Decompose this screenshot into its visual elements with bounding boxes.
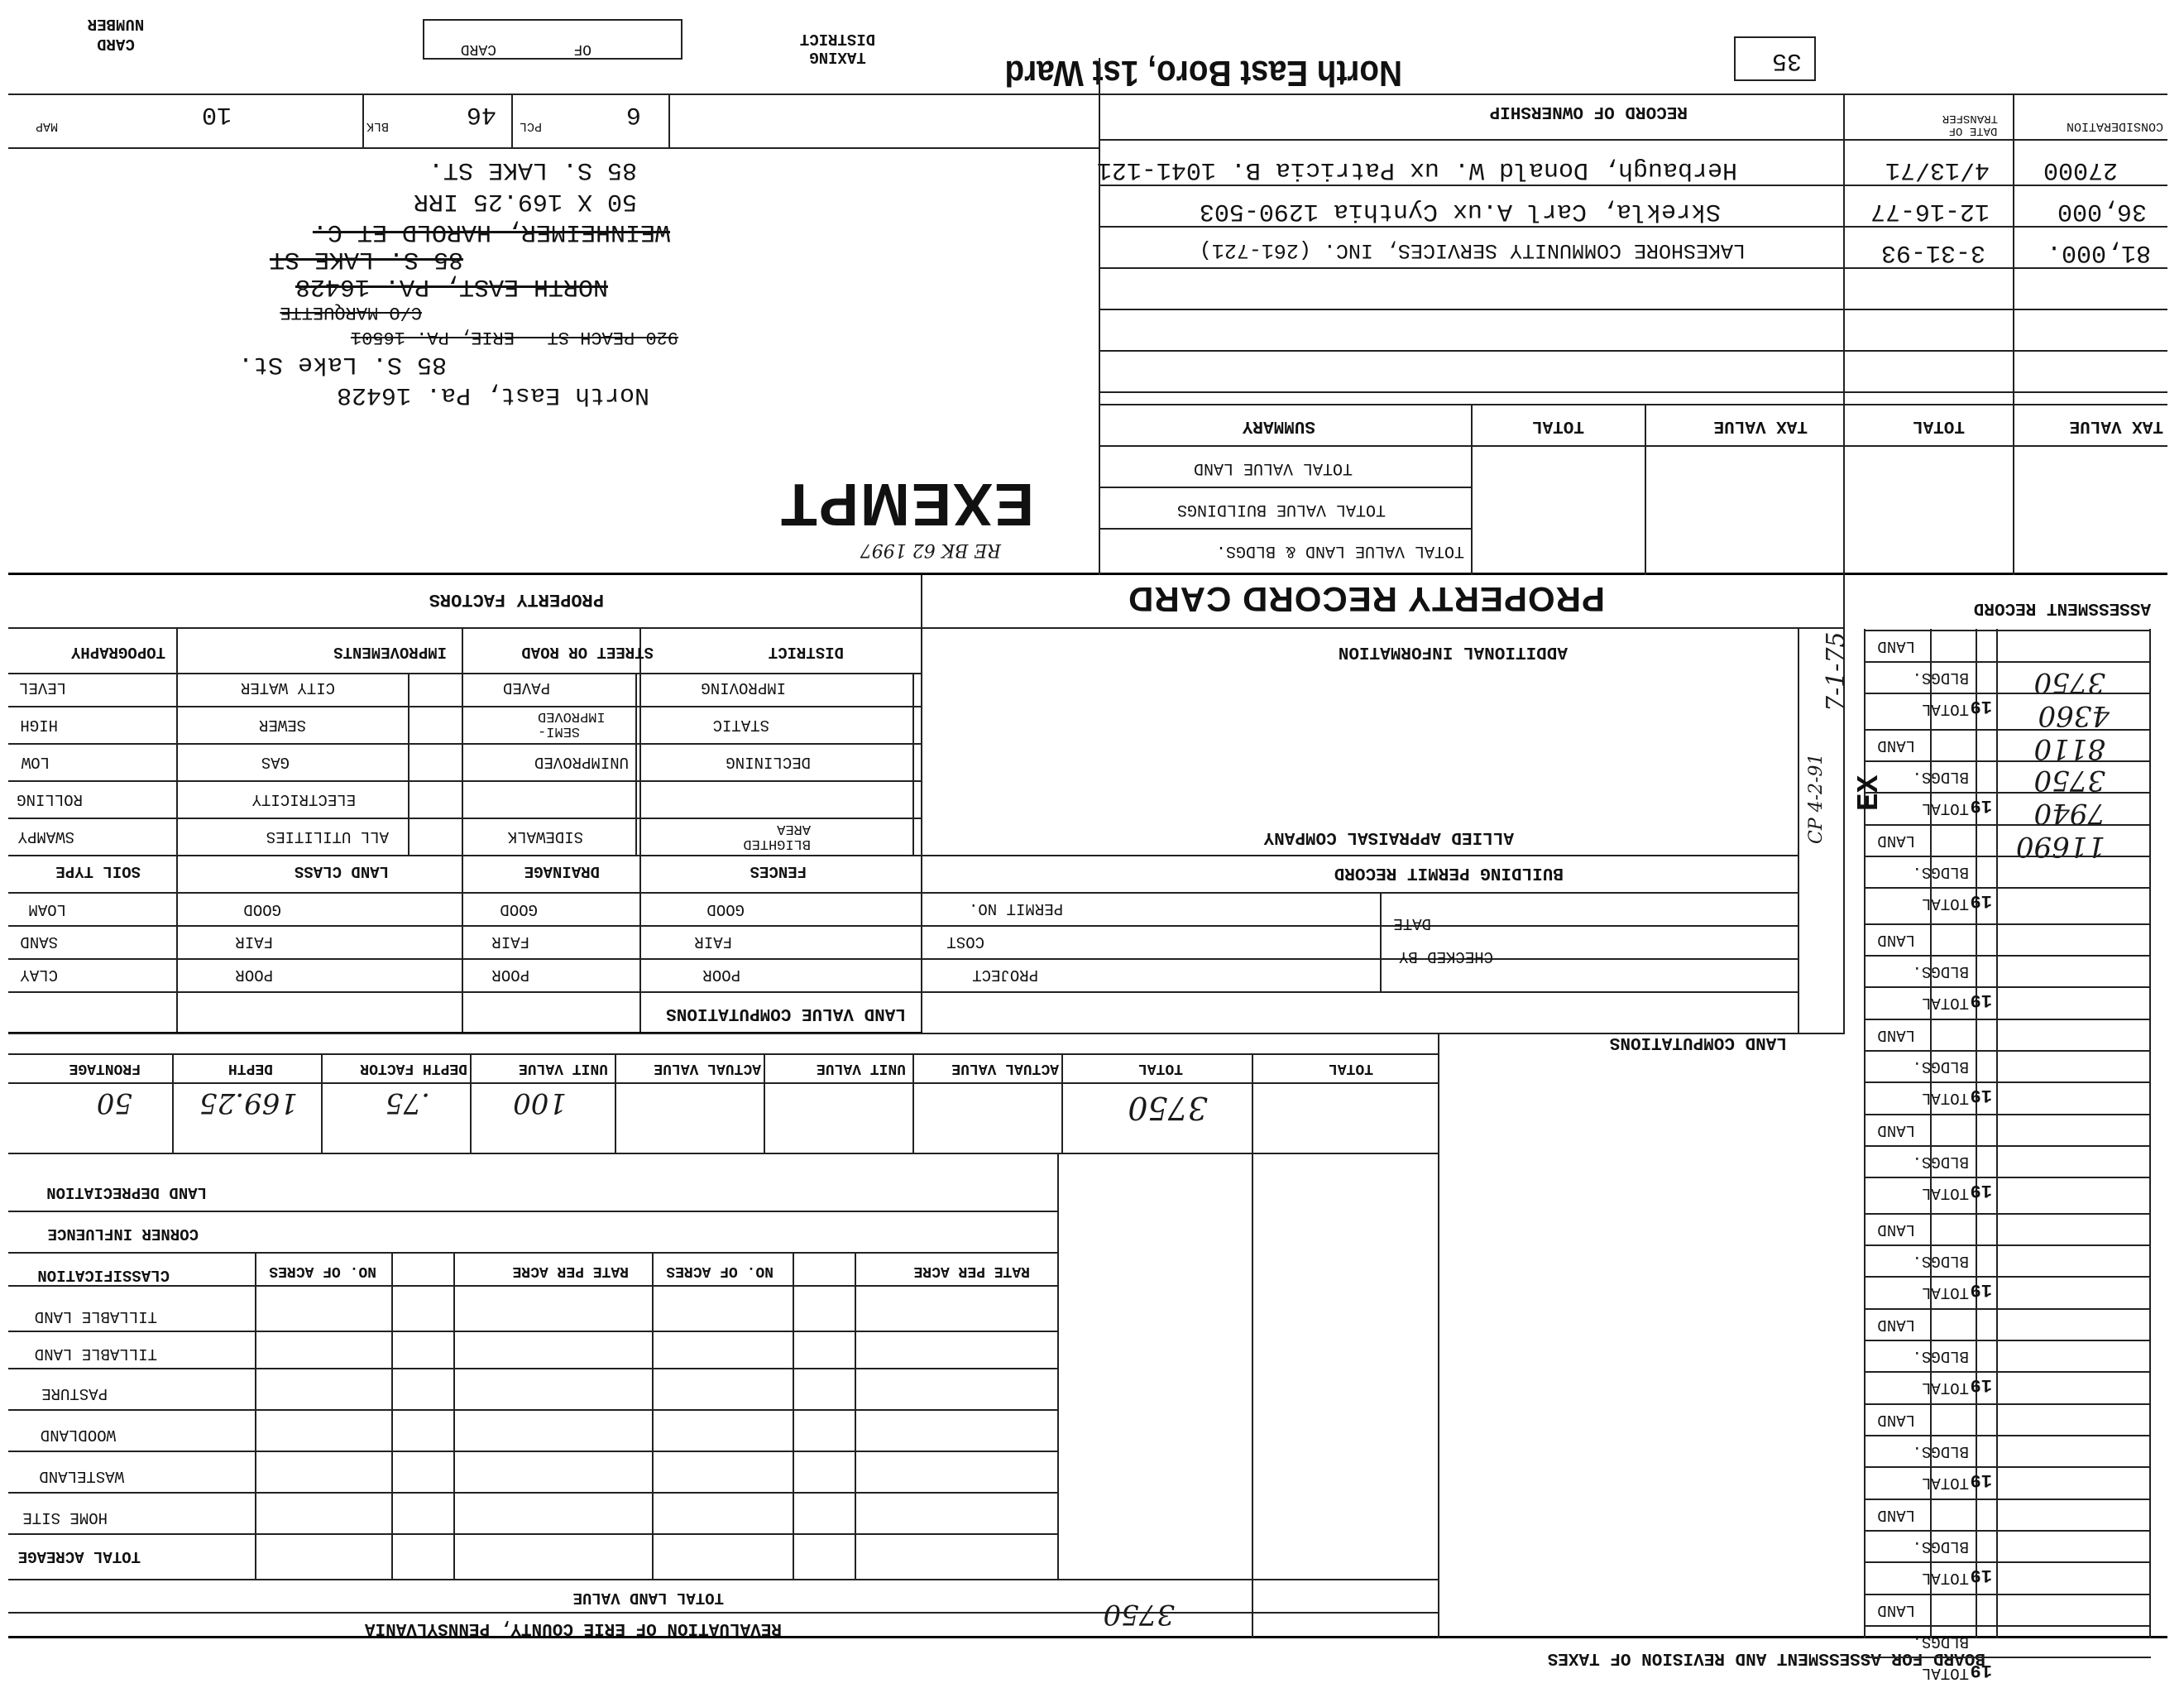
summary-total-label: TOTAL: [1531, 416, 1584, 435]
permit-cost-label: COST: [946, 933, 984, 951]
land-depreciation-label: LAND DEPRECIATION: [46, 1183, 207, 1201]
blk-label: BLK: [366, 119, 389, 133]
fences-label: FENCES: [750, 862, 807, 880]
map-label: MAP: [35, 119, 58, 133]
summary-tax-value-label: TAX VALUE: [1713, 416, 1808, 435]
address-line-2: 50 X 169.25 IRR: [413, 187, 637, 215]
col-unit-value-2: UNIT VALUE: [816, 1060, 906, 1077]
assessment-row-line: [1866, 1145, 2151, 1147]
assessment-label-bldgs: BLDGS.: [1912, 1252, 1969, 1270]
assessment-label-total: TOTAL: [1921, 1184, 1969, 1202]
impr-gas: GAS: [261, 753, 290, 771]
impr-sewer: SEWER: [258, 716, 306, 734]
assessment-row-line: [1866, 661, 2151, 663]
assessment-year-prefix: 19: [1970, 795, 1992, 816]
assessment-row-line: [1866, 1081, 2151, 1083]
district-improving: IMPROVING: [701, 679, 786, 697]
soil-clay: CLAY: [20, 966, 58, 984]
impr-city-water: CITY WATER: [240, 679, 335, 697]
street-unimproved: UNIMPROVED: [534, 753, 629, 771]
assessment-label-total: TOTAL: [1921, 994, 1969, 1012]
assessment-label-total: TOTAL: [1921, 1379, 1969, 1397]
assessment-year-prefix: 19: [1970, 1565, 1992, 1585]
corner-influence-label: CORNER INFLUENCE: [47, 1225, 199, 1243]
col-unit-value-1: UNIT VALUE: [518, 1060, 608, 1077]
consideration-label: CONSIDERATION: [2066, 119, 2163, 133]
assessment-year-prefix: 19: [1970, 1279, 1992, 1300]
assessment-label-land: LAND: [1877, 1121, 1915, 1139]
class-woodland: WOODLAND: [40, 1426, 116, 1444]
row-depth-factor-value: .75: [385, 1086, 430, 1120]
assessment-row-line: [1866, 1308, 2151, 1310]
topo-level: LEVEL: [18, 679, 66, 697]
assessment-row-line: [1866, 1625, 2151, 1627]
assessment-row-line: [1866, 792, 2151, 794]
assessment-label-bldgs: BLDGS.: [1912, 1347, 1969, 1365]
assess-side-note-1: 7-1-75: [1822, 631, 1851, 712]
assess-land-2: 3750: [2033, 764, 2105, 797]
street-semi-improved: SEMI-IMPROVED: [538, 708, 606, 739]
assessment-row-line: [1866, 955, 2151, 957]
assessment-row-line: [1866, 1499, 2151, 1500]
col-depth-factor: DEPTH FACTOR: [360, 1060, 467, 1077]
district-label: DISTRICT: [768, 643, 844, 661]
assessment-label-land: LAND: [1877, 1026, 1915, 1044]
assessment-label-bldgs: BLDGS.: [1912, 669, 1969, 687]
class-pasture: PASTURE: [41, 1384, 108, 1403]
pcl-label: PCL: [519, 119, 542, 133]
assessment-year-prefix: 19: [1970, 1180, 1992, 1201]
assess-bldgs-2: 7940: [2033, 797, 2105, 830]
assessment-label-total: TOTAL: [1921, 1283, 1969, 1302]
assessment-year-prefix: 19: [1970, 990, 1992, 1010]
assessment-row-line: [1866, 887, 2151, 889]
class-home-site: HOME SITE: [22, 1508, 108, 1527]
assessment-label-bldgs: BLDGS.: [1912, 768, 1969, 786]
exempt-stamp: EXEMPT: [778, 471, 1034, 537]
summary-title: SUMMARY: [1242, 416, 1315, 435]
card-number-label: CARD NUMBER: [87, 15, 145, 53]
assess-land-1: 3750: [2033, 666, 2105, 699]
assessment-title: ASSESSMENT RECORD: [1973, 598, 2151, 617]
assessment-label-bldgs: BLDGS.: [1912, 863, 1969, 881]
assessment-row-line: [1866, 630, 2151, 631]
land-value-title: LAND VALUE COMPUTATIONS: [666, 1004, 906, 1023]
county-title: REVALUATION OF ERIE COUNTY, PENNSYLVANIA: [364, 1618, 782, 1638]
owner-row-1-date: 4/13/71: [1885, 156, 1990, 184]
assessment-row-line: [1866, 760, 2151, 762]
land-class-label: LAND CLASS: [294, 862, 389, 880]
topo-low: LOW: [21, 753, 50, 771]
col-frontage: FRONTAGE: [69, 1060, 141, 1077]
assessment-row-line: [1866, 1435, 2151, 1436]
class-total-acreage: TOTAL ACREAGE: [17, 1547, 141, 1566]
assessment-row-line: [1866, 1019, 2151, 1020]
street-label: STREET OR ROAD: [521, 643, 654, 661]
blk-value: 46: [466, 100, 496, 128]
assessment-label-bldgs: BLDGS.: [1912, 1153, 1969, 1171]
assessment-label-land: LAND: [1877, 1601, 1915, 1619]
summary-row-land: TOTAL VALUE LAND: [1193, 458, 1353, 477]
assessment-label-land: LAND: [1877, 1316, 1915, 1334]
permit-checked-by-label: CHECKED BY: [1398, 947, 1493, 966]
assessment-row-line: [1866, 1340, 2151, 1341]
soil-type-label: SOIL TYPE: [55, 862, 141, 880]
soil-sand: SAND: [20, 933, 58, 951]
total-land-value-label: TOTAL LAND VALUE: [572, 1589, 724, 1607]
allied-appraisal-company: ALLIED APPRAISAL COMPANY: [1263, 827, 1514, 846]
total-land-value: 3750: [1103, 1598, 1175, 1631]
assessment-row-line: [1866, 1244, 2151, 1246]
district-declining: DECLINING: [726, 753, 811, 771]
summary-row-land-bldgs: TOTAL VALUE LAND & BLDGS.: [1215, 541, 1464, 560]
col-actual-value-1: ACTUAL VALUE: [654, 1060, 761, 1077]
land-class-poor: POOR: [235, 966, 273, 984]
row-unit-value: 100: [513, 1086, 567, 1120]
no-of-acres-label-1: NO. OF ACRES: [269, 1263, 376, 1279]
assessment-label-total: TOTAL: [1921, 1474, 1969, 1492]
owner-row-1-name: Herbaugh, Donald W. ux Patricia B. 1041-121: [1096, 156, 1737, 184]
assessment-year-prefix: 19: [1970, 1374, 1992, 1395]
assessment-label-total: TOTAL: [1921, 894, 1969, 913]
struck-line-1: WEINHEIMER, HAROLD ET C.: [312, 218, 670, 246]
assessment-row-line: [1866, 1213, 2151, 1215]
assessment-label-total: TOTAL: [1921, 1569, 1969, 1587]
soil-loam: LOAM: [28, 900, 66, 918]
assessment-label-land: LAND: [1877, 1411, 1915, 1429]
assessment-label-total: TOTAL: [1921, 1089, 1969, 1107]
summary-total-label-2: TOTAL: [1912, 416, 1965, 435]
drainage-poor: POOR: [491, 966, 529, 984]
card-label: CARD: [460, 41, 496, 57]
exempt-stamp-note: RE BK 62 1997: [860, 539, 1001, 560]
street-paved: PAVED: [502, 679, 550, 697]
assessment-label-bldgs: BLDGS.: [1912, 1442, 1969, 1460]
assessment-row-line: [1866, 1114, 2151, 1115]
rate-per-acre-label-2: RATE PER ACRE: [913, 1263, 1030, 1279]
assessment-row-line: [1866, 824, 2151, 826]
assessment-row-line: [1866, 1594, 2151, 1595]
pcl-value: 6: [625, 100, 641, 128]
permit-no-label: PERMIT NO.: [968, 899, 1063, 918]
assess-bldgs-1: 4360: [2038, 699, 2110, 732]
impr-all-utilities: ALL UTILITIES: [266, 827, 389, 846]
land-class-fair: FAIR: [235, 933, 273, 951]
assessment-year-prefix: 19: [1970, 1660, 1992, 1681]
taxing-district-value: North East Boro, 1st Ward: [1004, 53, 1402, 94]
row-frontage-value: 50: [96, 1086, 132, 1120]
assessment-label-land: LAND: [1877, 931, 1915, 949]
row-total-value: 3750: [1128, 1090, 1208, 1126]
assessment-row-line: [1866, 986, 2151, 988]
assessment-row-line: [1866, 1276, 2151, 1278]
rate-per-acre-label-1: RATE PER ACRE: [512, 1263, 629, 1279]
assessment-label-bldgs: BLDGS.: [1912, 1057, 1969, 1076]
map-value: 10: [201, 100, 232, 128]
owner-row-3-name: LAKESHORE COMMUNITY SERVICES, INC. (261-721): [1199, 238, 1746, 262]
drainage-label: DRAINAGE: [524, 862, 600, 880]
improvements-label: IMPROVEMENTS: [333, 643, 447, 661]
district-static: STATIC: [712, 716, 769, 734]
district-code: 35: [1771, 46, 1802, 74]
assess-total-1: 8110: [2033, 732, 2105, 765]
street-sidewalk: SIDEWALK: [507, 827, 583, 846]
owner-row-3-date: 3-31-93: [1880, 238, 1985, 266]
class-tillable-2: TILLABLE LAND: [34, 1345, 157, 1363]
assessment-row-line: [1866, 1530, 2151, 1532]
assessment-label-total: TOTAL: [1921, 700, 1969, 718]
assessment-label-total: TOTAL: [1921, 799, 1969, 818]
date-of-transfer-label: DATE OF TRANSFER: [1942, 112, 1998, 137]
land-computations-label: LAND COMPUTATIONS: [1609, 1033, 1787, 1052]
current-address-line-1: 85 S. Lake St.: [237, 350, 447, 378]
impr-electricity: ELECTRICITY: [251, 790, 356, 808]
assessment-label-land: LAND: [1877, 736, 1915, 755]
drainage-fair: FAIR: [491, 933, 529, 951]
assessment-year-prefix: 19: [1970, 1470, 1992, 1490]
board-title: BOARD FOR ASSESSMENT AND REVISION OF TAXES: [1547, 1648, 1985, 1667]
fences-good: GOOD: [706, 900, 745, 918]
drainage-good: GOOD: [500, 900, 538, 918]
assessment-row-line: [1866, 1371, 2151, 1373]
building-permit-title: BUILDING PERMIT RECORD: [1334, 863, 1564, 882]
address-line-1: 85 S. LAKE ST.: [428, 156, 637, 184]
topo-high: HIGH: [20, 716, 58, 734]
assess-side-code: EX: [1852, 774, 1886, 811]
struck-line-3: NORTH EAST, PA. 16428: [295, 272, 608, 300]
property-record-card-title: PROPERTY RECORD CARD: [1128, 580, 1605, 619]
assessment-row-line: [1866, 1561, 2151, 1563]
fences-fair: FAIR: [694, 933, 732, 951]
assessment-label-bldgs: BLDGS.: [1912, 1633, 1969, 1651]
assessment-row-line: [1866, 1403, 2151, 1405]
owner-row-1-consideration: 27000: [2043, 156, 2118, 184]
assess-side-note-2: CP 4-2-91: [1806, 753, 1827, 844]
assess-total-2: 11690: [2015, 830, 2105, 863]
no-of-acres-label-2: NO. OF ACRES: [666, 1263, 774, 1279]
property-factors-title: PROPERTY FACTORS: [429, 589, 604, 610]
assessment-row-line: [1866, 1657, 2151, 1658]
assessment-label-land: LAND: [1877, 832, 1915, 850]
assessment-year-prefix: 19: [1970, 1085, 1992, 1105]
owner-row-2-consideration: 36,000: [2057, 197, 2147, 225]
assessment-label-bldgs: BLDGS.: [1912, 1537, 1969, 1556]
row-depth-value: 169.25: [199, 1086, 298, 1120]
taxing-district-label: TAXING DISTRICT: [799, 30, 876, 66]
struck-line-2: 85 S. LAKE ST: [269, 245, 463, 273]
struck-line-5: 920 PEACH ST - ERIE, PA. 16501: [350, 327, 678, 348]
topography-label: TOPOGRAPHY: [70, 643, 165, 661]
land-class-good: GOOD: [243, 900, 281, 918]
assessment-row-line: [1866, 1050, 2151, 1052]
current-address-line-2: North East, Pa. 16428: [336, 381, 649, 409]
assessment-row-line: [1866, 693, 2151, 694]
col-actual-value-2: ACTUAL VALUE: [951, 1060, 1059, 1077]
classification-label: CLASSIFICATION: [37, 1266, 170, 1284]
assessment-label-bldgs: BLDGS.: [1912, 962, 1969, 981]
class-wasteland: WASTELAND: [39, 1467, 124, 1485]
assessment-row-line: [1866, 729, 2151, 731]
topo-rolling: ROLLING: [17, 790, 83, 808]
permit-date-label: DATE: [1393, 914, 1431, 933]
permit-project-label: PROJECT: [972, 966, 1038, 984]
assessment-label-land: LAND: [1877, 1220, 1915, 1239]
struck-line-4: C/O MARQUETTE: [280, 302, 422, 323]
assessment-label-land: LAND: [1877, 637, 1915, 655]
assessment-year-prefix: 19: [1970, 696, 1992, 717]
fences-poor: POOR: [702, 966, 740, 984]
assessment-label-land: LAND: [1877, 1506, 1915, 1524]
assessment-label-total: TOTAL: [1921, 1664, 1969, 1682]
assessment-year-prefix: 19: [1970, 890, 1992, 911]
summary-row-buildings: TOTAL VALUE BUILDINGS: [1176, 500, 1386, 519]
district-blighted-area: BLIGHTED AREA: [743, 821, 811, 851]
summary-tax-value-label-2: TAX VALUE: [2069, 416, 2163, 435]
assessment-row-line: [1866, 923, 2151, 925]
assessment-row-line: [1866, 1177, 2151, 1178]
class-tillable-1: TILLABLE LAND: [34, 1307, 157, 1326]
owner-row-2-date: 12-16-77: [1870, 197, 1990, 225]
col-depth: DEPTH: [228, 1060, 273, 1077]
assessment-row-line: [1866, 856, 2151, 857]
additional-info-title: ADDITIONAL INFORMATION: [1338, 642, 1568, 661]
col-total-2: TOTAL: [1328, 1060, 1373, 1077]
ownership-title: RECORD OF OWNERSHIP: [1489, 102, 1688, 121]
of-label: OF: [573, 41, 592, 57]
assessment-row-line: [1866, 1466, 2151, 1468]
col-total-1: TOTAL: [1138, 1060, 1183, 1077]
owner-row-2-name: Skrekla, Carl A.ux Cynthia 1290-503: [1199, 197, 1721, 225]
owner-row-3-consideration: 81,000.: [2046, 238, 2151, 266]
topo-swampy: SWAMPY: [17, 827, 74, 846]
